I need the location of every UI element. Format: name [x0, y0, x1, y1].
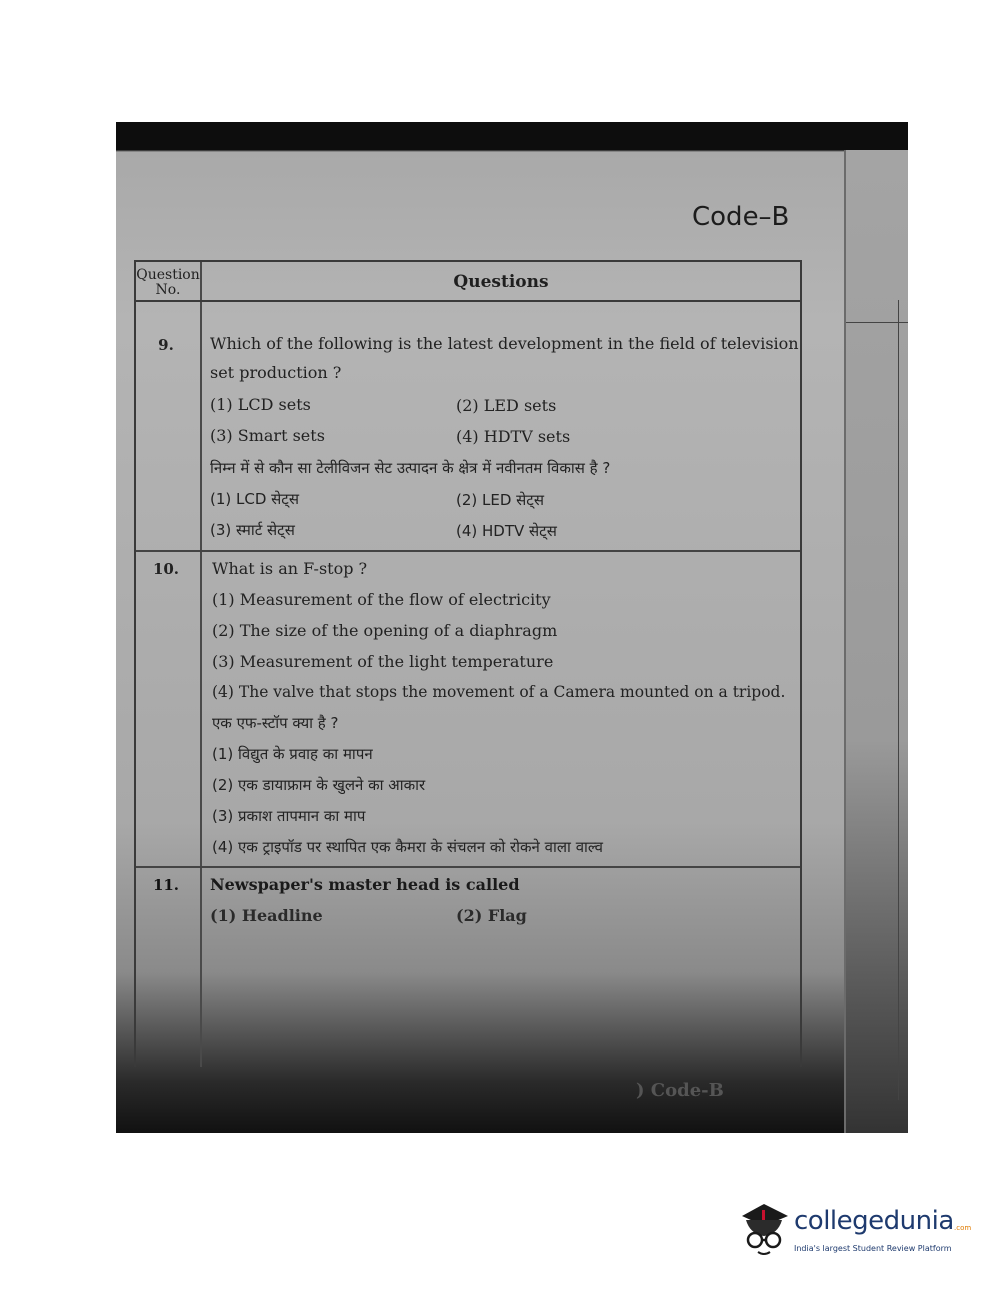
question-text: set production ? [210, 363, 342, 382]
option-hindi: (1) LCD सेट्स [210, 490, 300, 508]
option-hindi: (4) एक ट्राइपॉड पर स्थापित एक कैमरा के संचलन को रोकने वाला वाल्व [212, 838, 604, 856]
mascot-icon [736, 1196, 792, 1262]
option: (2) Flag [456, 906, 527, 925]
adjacent-page [844, 150, 908, 1133]
option-hindi: (4) HDTV सेट्स [456, 522, 557, 540]
option-hindi: (2) LED सेट्स [456, 491, 545, 509]
option: (4) HDTV sets [456, 427, 571, 446]
question-number: 10. [152, 560, 180, 578]
question-text-hindi: निम्न में से कौन सा टेलीविजन सेट उत्पादन के क्षेत्र में नवीनतम विकास है ? [210, 459, 611, 477]
question-number: 9. [158, 336, 174, 354]
option: (1) LCD sets [210, 395, 311, 414]
logo-wordmark: collegedunia [794, 1206, 954, 1236]
option-hindi: (3) प्रकाश तापमान का माप [212, 807, 366, 825]
question-number: 11. [152, 876, 180, 894]
option: (3) Measurement of the light temperature [212, 652, 554, 671]
option-hindi: (2) एक डायाफ्राम के खुलने का आकार [212, 776, 426, 794]
header-questions: Questions [453, 272, 549, 292]
question-text-hindi: एक एफ-स्टॉप क्या है ? [212, 714, 339, 732]
option: (2) LED sets [456, 396, 557, 415]
question-table [134, 260, 802, 1067]
collegedunia-logo [736, 1196, 972, 1266]
option: (3) Smart sets [210, 426, 325, 445]
option: (4) The valve that stops the movement of a Camera mounted on a tripod. [212, 683, 786, 701]
logo-suffix: .com [954, 1224, 972, 1232]
option-hindi: (1) विद्युत के प्रवाह का मापन [212, 745, 373, 763]
document-photo [116, 122, 908, 1133]
option: (1) Headline [210, 906, 323, 925]
question-text: What is an F-stop ? [212, 559, 368, 578]
option: (2) The size of the opening of a diaphragm [212, 621, 558, 640]
option: (1) Measurement of the flow of electricity [212, 590, 551, 609]
question-text: Which of the following is the latest development in the field of television [210, 334, 799, 353]
dark-top-edge [116, 122, 908, 150]
footer-code: ) Code-B [636, 1080, 724, 1101]
header-question-no: Question No. [136, 267, 200, 298]
option-hindi: (3) स्मार्ट सेट्स [210, 521, 295, 539]
code-label: Code–B [692, 202, 790, 232]
question-text: Newspaper's master head is called [210, 875, 520, 894]
logo-tagline: India's largest Student Review Platform [794, 1244, 952, 1253]
